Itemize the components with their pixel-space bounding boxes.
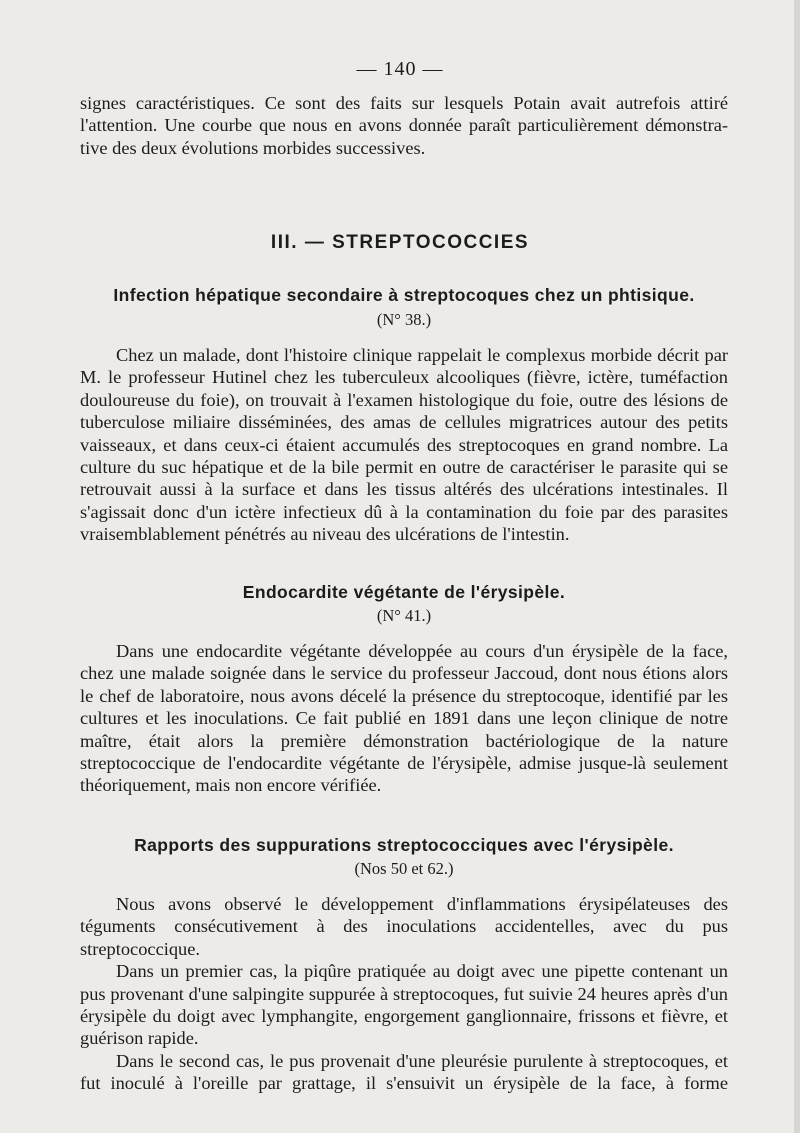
page-number: — 140 — (356, 58, 444, 80)
section-heading: Endocardite végétante de l'érysipèle. (242, 582, 566, 602)
paragraph: Dans un premier cas, la piqûre pratiquée au doigt avec une pipette contenant un pus provenant d'une salpingite suppurée à streptocoques, fut suivie 24 heures après d'un érysipèle du doigt avec lymphangite, engorgement ganglionnaire, frissons et fièvre, et guérison rapide. (80, 961, 728, 1049)
section-reference: (Nos 50 et 62.) (354, 859, 454, 878)
intro-paragraph (80, 92, 728, 159)
page-edge (794, 0, 800, 1133)
intro-line: l'attention. Une courbe que nous en avons donnée paraît particulièrement démonstra- (80, 115, 728, 136)
paragraph: Dans une endocardite végétante développée au cours d'un érysipèle de la face, chez une malade soignée dans le service du professeur Jaccoud, dont nous étions alors le chef de laboratoire, nous avons décelé la présence du streptocoque, identifié par les cultures et les inoculations. Ce fait publié en 1891 dans une leçon clinique de notre maître, était alors la première démonstration bactériologique de la nature streptococcique de l'endocardite végétante de l'érysipèle, admise jusque-là seulement théoriquement, mais non encore vérifiée. (80, 641, 728, 796)
intro-line: signes caractéristiques. Ce sont des faits sur lesquels Potain avait autrefois attiré (80, 93, 728, 113)
section-title: III. — STREPTOCOCCIES (270, 232, 530, 253)
intro-line: tive des deux évolutions morbides successives. (80, 137, 426, 158)
section-reference: (N° 41.) (376, 606, 432, 625)
paragraph: Chez un malade, dont l'histoire clinique rappelait le complexus morbide décrit par M. le professeur Hutinel chez les tuberculeux alcooliques (fièvre, ictère, tuméfaction douloureuse du foie), on trouvait à l'examen histologique du foie, outre des lésions de tuberculose miliaire disséminées, des amas de cellules migratrices autour des petits vaisseaux, et dans ceux-ci étaient accumulés des streptocoques en grand nombre. La culture du suc hépatique et de la bile permit en outre de caractériser le parasite qui se retrouvait aussi à la surface et dans les tissus altérés des ulcérations intestinales. Il s'agissait donc d'un ictère infectieux dû à la contamination du foie par des parasites vraisemblablement pénétrés au niveau des ulcérations de l'intestin. (80, 345, 728, 545)
section-heading: Rapports des suppurations streptococciques avec l'érysipèle. (134, 835, 674, 855)
section-body (80, 640, 728, 797)
section-body (80, 893, 728, 1095)
section-heading: Infection hépatique secondaire à streptocoques chez un phtisique. (113, 285, 695, 305)
paragraph: Nous avons observé le développement d'inflammations érysipélateuses des téguments consécutivement à des inoculations accidentelles, avec du pus streptococcique. (80, 894, 728, 959)
paragraph: Dans le second cas, le pus provenait d'une pleurésie purulente à streptocoques, et fut inoculé à l'oreille par grattage, il s'ensuivit un érysipèle de la face, à forme (80, 1050, 728, 1094)
section-body (80, 344, 728, 546)
section-reference: (N° 38.) (376, 310, 432, 329)
